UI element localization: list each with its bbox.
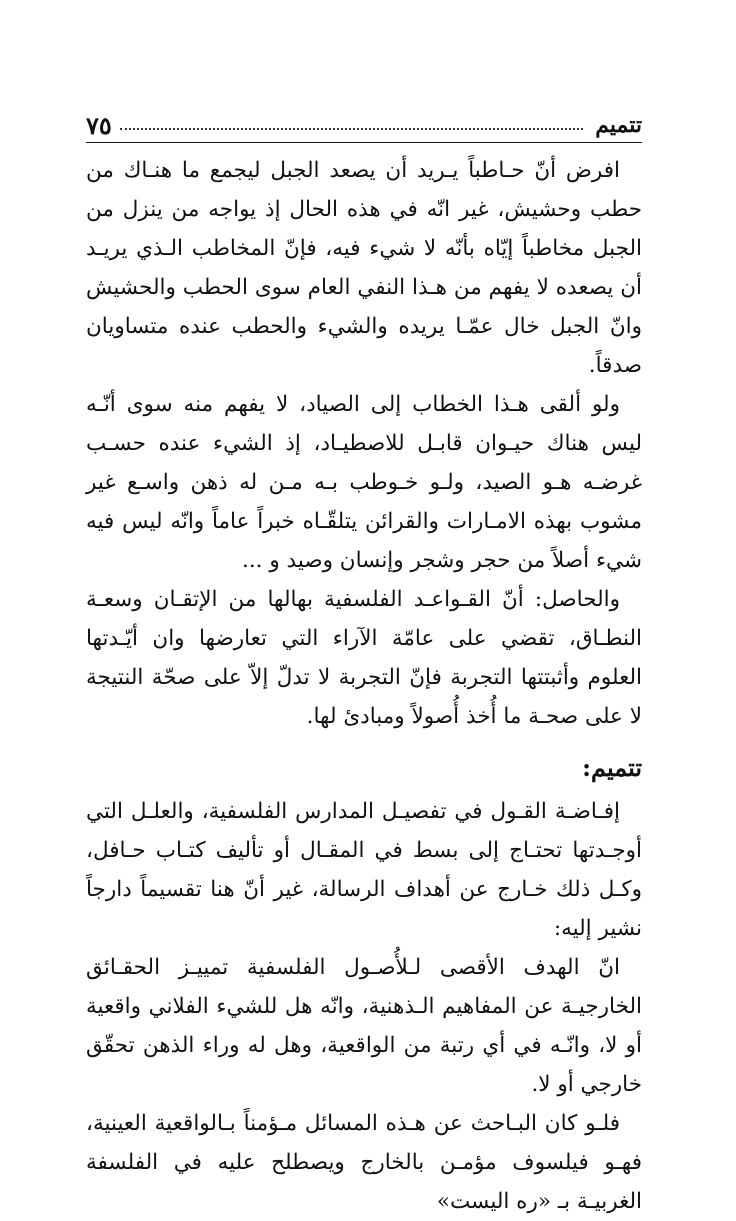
- header-dot-leader: [120, 128, 583, 130]
- paragraph: افرض أنّ حـاطباً يـريد أن يصعد الجبل ليجمع ما هنـاك من حطب وحشيش، غير انّه في هذه الحال إذ يواجه من ينزل من الجبل مخاطباً إيّاه بأنّه لا شيء فيه، فإنّ المخاطب الـذي يريـد أن يصعده لا يفهم من هـذا النفي العام سوى الحطب والحشيش وانّ الجبل خال عمّـا يريده والشيء والحطب عنده متساويان صدقاً.: [86, 158, 642, 378]
- paragraph: ولو ألقى هـذا الخطاب إلى الصياد، لا يفهم منه سوى أنّـه ليس هناك حيـوان قابـل للاصطيـاد، إذ الشيء عنده حسـب غرضـه هـو الصيد، ولـو خـوطب بـه مـن له ذهن واسـع غير مشوب بهذه الامـارات والقرائن يتلقّـاه خبراً عاماً وانّه ليس فيه شيء أصلاً من حجر وشجر وإنسان وصيد و ...: [86, 392, 642, 573]
- page-number: ٧٥: [86, 110, 112, 140]
- section-heading: تتميم:: [582, 753, 642, 782]
- paragraph: فلـو كان البـاحث عن هـذه المسائل مـؤمناً بـالواقعية العينية، فهـو فيلسوف مؤمـن بالخارج ويصطلح عليه في الفلسفة الغربيـة بـ «ره اليست»: [86, 1111, 642, 1214]
- running-header: [86, 108, 642, 143]
- paragraph: إفـاضـة القـول في تفصيـل المدارس الفلسفية، والعلـل التي أوجـدتها تحتـاج إلى بسط في المقـال أو تأليف كتـاب حـافل، وكـل ذلك خـارج عن أهداف الرسالة، غير أنّ هنا تقسيماً دارجاً نشير إليه:: [86, 799, 642, 941]
- paragraph: انّ الهدف الأقصى لـلأُصـول الفلسفية تمييـز الحقـائق الخارجيـة عن المفاهيم الـذهنية، وانّه هل للشيء الفلاني واقعية أو لا، وانّـه في أي رتبة من الواقعية، وهل له وراء الذهن تحقّق خارجي أو لا.: [86, 955, 642, 1097]
- book-page: [86, 108, 642, 1221]
- paragraph: والحاصل: أنّ القـواعـد الفلسفية بهالها من الإتقـان وسعـة النطـاق، تقضي على عامّة الآراء التي تعارضها وان أيّـدتها العلوم وأثبتتها التجربة فإنّ التجربة لا تدلّ إلاّ على صحّة النتيجة لا على صحـة ما أُخذ أُصولاً ومبادئ لها.: [86, 587, 642, 729]
- body-text: [86, 151, 642, 1221]
- header-title: تتميم: [595, 112, 642, 138]
